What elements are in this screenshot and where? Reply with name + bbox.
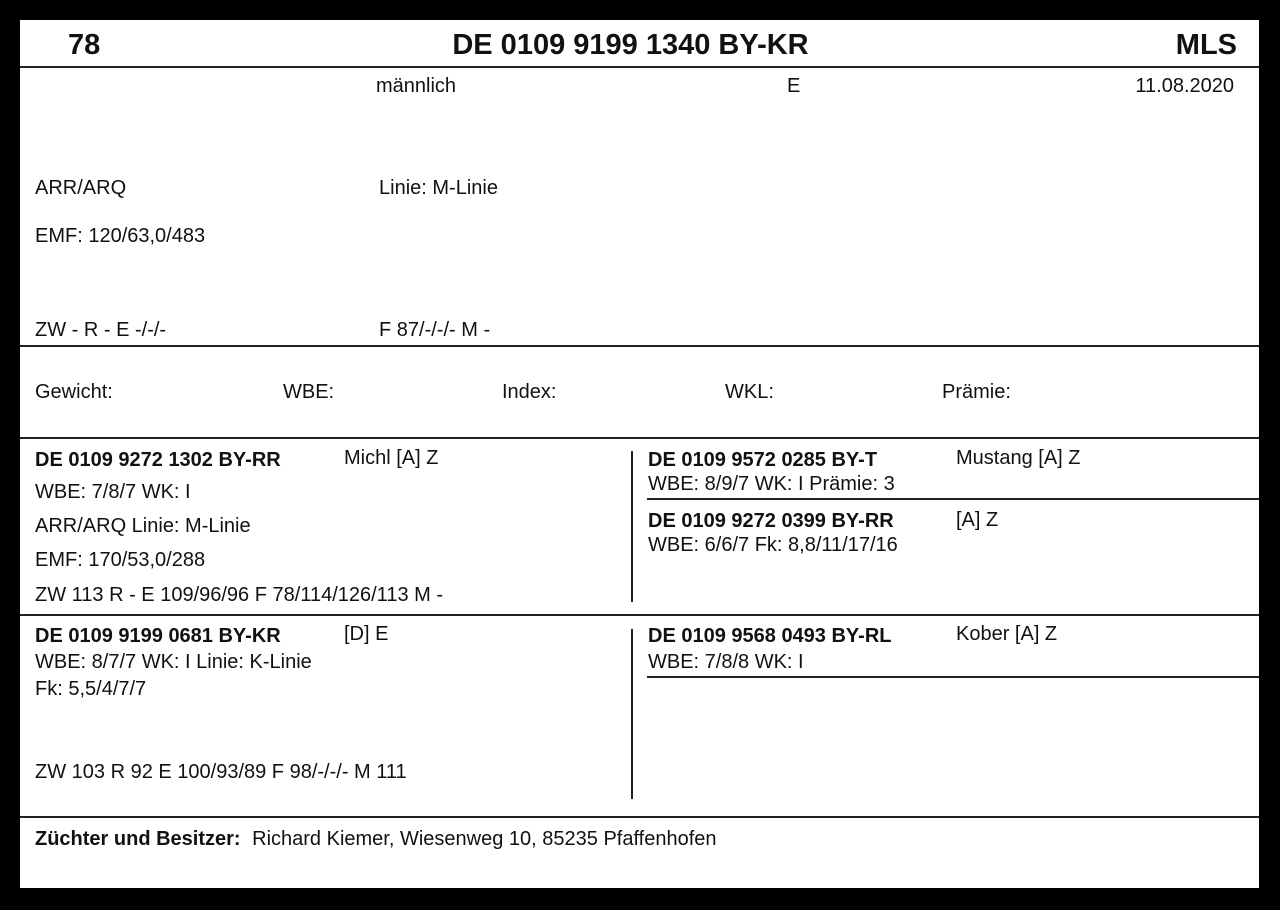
dam-sire-ring-number: DE 0109 9568 0493 BY-RL	[648, 625, 892, 647]
dam-block-divider	[20, 816, 1259, 818]
sire-grandparents-divider	[647, 498, 1259, 500]
breeder-owner-value: Richard Kiemer, Wiesenweg 10, 85235 Pfaffenhofen	[252, 828, 717, 850]
sire-line-1: WBE: 7/8/7 WK: I	[35, 481, 191, 503]
breeder-owner	[35, 828, 717, 851]
label-gewicht: Gewicht:	[35, 381, 113, 403]
sire-sire-ring-number: DE 0109 9572 0285 BY-T	[648, 449, 878, 471]
label-index: Index:	[502, 381, 557, 403]
dam-line-4: ZW 103 R 92 E 100/93/89 F 98/-/-/- M 111	[35, 761, 407, 783]
sire-line-3: EMF: 170/53,0/288	[35, 549, 206, 571]
f-values: F 87/-/-/- M -	[379, 319, 491, 341]
sire-line-4: ZW 113 R - E 109/96/96 F 78/114/126/113 M -	[35, 584, 443, 606]
emf-value: EMF: 120/63,0/483	[35, 225, 206, 247]
pedigree-card	[20, 20, 1259, 888]
breeder-owner-label: Züchter und Besitzer:	[35, 828, 241, 850]
zw-values: ZW - R - E -/-/-	[35, 319, 167, 341]
label-wbe: WBE:	[283, 381, 335, 403]
birth-date: 11.08.2020	[1135, 75, 1234, 97]
fields-divider	[20, 437, 1259, 439]
sire-sire-line-1: WBE: 8/9/7 WK: I Prämie: 3	[648, 473, 895, 495]
sire-name: Michl [A] Z	[344, 447, 439, 469]
dam-line-1: WBE: 8/7/7 WK: I Linie: K-Linie	[35, 651, 312, 673]
label-wkl: WKL:	[725, 381, 774, 403]
dam-sire-line-1: WBE: 7/8/8 WK: I	[648, 651, 804, 673]
header-divider	[20, 66, 1259, 68]
animal-number: 78	[68, 29, 101, 61]
grade: E	[787, 75, 801, 97]
label-praemie: Prämie:	[942, 381, 1011, 403]
dam-sire-name: Kober [A] Z	[956, 623, 1058, 645]
sire-dam-name: [A] Z	[956, 509, 999, 531]
breeding-line: Linie: M-Linie	[379, 177, 498, 199]
sire-column-divider	[631, 451, 633, 602]
scrapie-genotype: ARR/ARQ	[35, 177, 127, 199]
sire-dam-ring-number: DE 0109 9272 0399 BY-RR	[648, 510, 894, 532]
sire-sire-name: Mustang [A] Z	[956, 447, 1081, 469]
sex: männlich	[376, 75, 457, 97]
dam-name: [D] E	[344, 623, 389, 645]
animal-ring-number: DE 0109 9199 1340 BY-KR	[452, 29, 809, 61]
sire-block-divider	[20, 614, 1259, 616]
sire-line-2: ARR/ARQ Linie: M-Linie	[35, 515, 251, 537]
dam-column-divider	[631, 629, 633, 799]
dam-ring-number: DE 0109 9199 0681 BY-KR	[35, 625, 281, 647]
breed-code: MLS	[1175, 29, 1237, 61]
dam-line-2: Fk: 5,5/4/7/7	[35, 678, 147, 700]
sire-ring-number: DE 0109 9272 1302 BY-RR	[35, 449, 281, 471]
sire-dam-line-1: WBE: 6/6/7 Fk: 8,8/11/17/16	[648, 534, 898, 556]
info-divider	[20, 345, 1259, 347]
dam-grandparents-divider	[647, 676, 1259, 678]
